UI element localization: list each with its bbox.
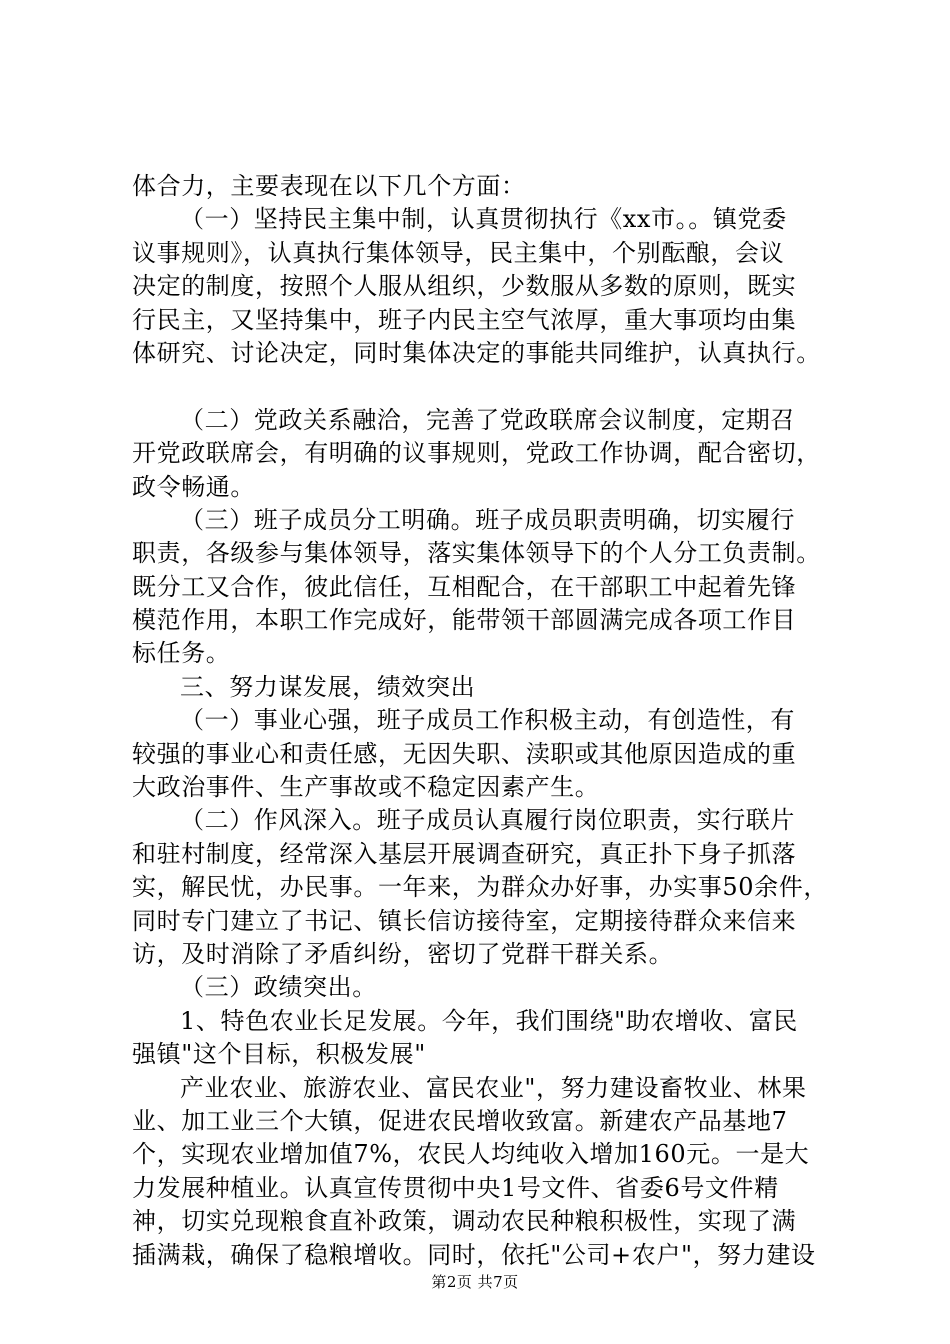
paragraph-3-heading: （三）班子成员分工明确。班子成员职责明确，切实履行 bbox=[180, 505, 795, 534]
text-line: 力发展种植业。认真宣传贯彻中央1号文件、省委6号文件精 bbox=[132, 1173, 779, 1202]
text-line: 既分工又合作，彼此信任，互相配合，在干部职工中起着先锋 bbox=[132, 572, 797, 601]
text-line: 体研究、讨论决定，同时集体决定的事能共同维护，认真执行。 bbox=[132, 338, 821, 367]
document-body bbox=[132, 170, 844, 1272]
paragraph-1-heading: （一）坚持民主集中制，认真贯彻执行《xx市。。镇党委 bbox=[180, 205, 787, 234]
paragraph-heading: （三）政绩突出。 bbox=[180, 973, 377, 1002]
text-line: 实，解民忧，办民事。一年来，为群众办好事，办实事50余件， bbox=[132, 873, 828, 902]
text-line: 行民主，又坚持集中，班子内民主空气浓厚，重大事项均由集 bbox=[132, 305, 797, 334]
text-line: 访，及时消除了矛盾纠纷，密切了党群干群关系。 bbox=[132, 939, 674, 968]
text-line: 插满栽，确保了稳粮增收。同时，依托"公司+农户"，努力建设 bbox=[132, 1240, 816, 1269]
text-line: 体合力，主要表现在以下几个方面： bbox=[132, 172, 526, 200]
text-line: 个，实现农业增加值7%，农民人均纯收入增加160元。一是大 bbox=[132, 1140, 810, 1169]
text-line: 强镇"这个目标，积极发展" bbox=[132, 1040, 426, 1069]
text-line: 产业农业、旅游农业、富民农业"，努力建设畜牧业、林果 bbox=[180, 1073, 807, 1102]
paragraph-heading: （二）作风深入。班子成员认真履行岗位职责，实行联片 bbox=[180, 806, 795, 835]
paragraph-heading: 1、特色农业长足发展。今年，我们围绕"助农增收、富民 bbox=[180, 1006, 798, 1035]
paragraph-2-heading: （二）党政关系融洽，完善了党政联席会议制度，定期召 bbox=[180, 405, 795, 434]
text-line: 开党政联席会，有明确的议事规则，党政工作协调，配合密切， bbox=[132, 439, 821, 468]
text-line: 和驻村制度，经常深入基层开展调查研究，真正扑下身子抓落 bbox=[132, 839, 797, 868]
text-line: 同时专门建立了书记、镇长信访接待室，定期接待群众来信来 bbox=[132, 906, 797, 935]
text-line: 神，切实兑现粮食直补政策，调动农民种粮积极性，实现了满 bbox=[132, 1207, 797, 1236]
page-number-footer: 第2页 共7页 bbox=[431, 1273, 519, 1291]
text-line: 议事规则》，认真执行集体领导，民主集中，个别酝酿，会议 bbox=[132, 238, 785, 267]
text-line: 较强的事业心和责任感，无因失职、渎职或其他原因造成的重 bbox=[132, 739, 797, 768]
blank-line bbox=[132, 370, 844, 403]
text-line: 业、加工业三个大镇，促进农民增收致富。新建农产品基地7 bbox=[132, 1106, 788, 1135]
text-line: 模范作用，本职工作完成好，能带领干部圆满完成各项工作目 bbox=[132, 606, 797, 635]
section-heading: 三、努力谋发展，绩效突出 bbox=[180, 672, 476, 701]
text-line: 决定的制度，按照个人服从组织，少数服从多数的原则，既实 bbox=[132, 272, 797, 301]
text-line: 职责，各级参与集体领导，落实集体领导下的个人分工负责制。 bbox=[132, 539, 821, 568]
text-line: 大政治事件、生产事故或不稳定因素产生。 bbox=[132, 773, 600, 802]
text-line: 标任务。 bbox=[132, 639, 231, 668]
paragraph-heading: （一）事业心强，班子成员工作积极主动，有创造性，有 bbox=[180, 706, 795, 735]
text-line: 政令畅通。 bbox=[132, 472, 255, 501]
